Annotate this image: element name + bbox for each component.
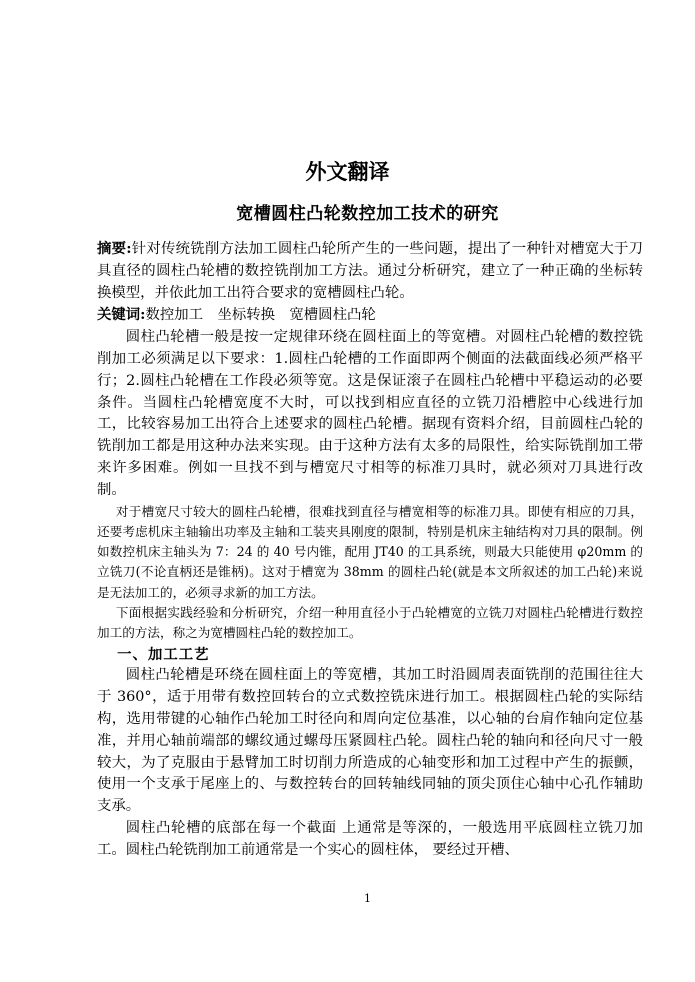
abstract — [97, 238, 643, 304]
paragraph-4: 圆柱凸轮槽是环绕在圆柱面上的等宽槽，其加工时沿圆周表面铣削的范围往往大于 360°，适于用带有数控回转台的立式数控铣床进行加工。根据圆柱凸轮的实际结构，选用带键的心轴作凸轮加工时径向和周向定位基准，以心轴的台肩作轴向定位基准，并用心轴前端部的螺纹通过螺母压紧圆柱凸轮。圆柱凸轮的轴向和径向尺寸一般较大，为了克服由于悬臂加工时切削力所造成的心轴变形和加工过程中产生的振颤，使用一个支承于尾座上的、与数控转台的回转轴线同轴的顶尖顶住心轴中心孔作辅助支承。 — [97, 667, 643, 815]
paragraph-2: 对于槽宽尺寸较大的圆柱凸轮槽，很难找到直径与槽宽相等的标准刀具。即使有相应的刀具，还要考虑机床主轴输出功率及主轴和工装夹具刚度的限制，特别是机床主轴结构对刀具的限制。例如数控机床主轴头为 7：24 的 40 号内锥，配用 JT40 的工具系统，则最大只能使用 φ20mm 的立铣刀(不论直柄还是锥柄)。这对于槽宽为 38mm 的圆柱凸轮(就是本文所叙述的加工凸轮)来说是无法加工的，必须寻求新的加工方法。 — [97, 503, 643, 600]
keywords-label: 关键词: — [97, 306, 146, 324]
keywords — [97, 304, 643, 327]
abstract-label: 摘要: — [97, 240, 132, 257]
section-heading-1: 一、加工工艺 — [117, 645, 210, 663]
abstract-text: 针对传统铣削方法加工圆柱凸轮所产生的一些问题，提出了一种针对槽宽大于刀具直径的圆柱凸轮槽的数控铣削加工方法。通过分析研究，建立了一种正确的坐标转换模型，并依此加工出符合要求的宽槽圆柱凸轮。 — [97, 241, 643, 301]
document-title: 外文翻译 — [305, 160, 390, 184]
keywords-text: 数控加工 坐标转换 宽槽圆柱凸轮 — [145, 307, 376, 324]
paragraph-3: 下面根据实践经验和分析研究，介绍一种用直径小于凸轮槽宽的立铣刀对圆柱凸轮槽进行数控加工的方法，称之为宽槽圆柱凸轮的数控加工。 — [97, 605, 643, 641]
paragraph-1: 圆柱凸轮槽一般是按一定规律环绕在圆柱面上的等宽槽。对圆柱凸轮槽的数控铣削加工必须满足以下要求：1.圆柱凸轮槽的工作面即两个侧面的法截面线必须严格平行；2.圆柱凸轮槽在工作段必须等宽。这是保证滚子在圆柱凸轮槽中平稳运动的必要条件。当圆柱凸轮槽宽度不大时，可以找到相应直径的立铣刀沿槽腔中心线进行加工，比较容易加工出符合上述要求的圆柱凸轮槽。据现有资料介绍，目前圆柱凸轮的铣削加工都是用这种办法来实现。由于这种方法有太多的局限性，给实际铣削加工带来许多困难。例如一旦找不到与槽宽尺寸相等的标准刀具时，就必须对刀具进行改制。 — [97, 329, 643, 498]
page-number: 1 — [364, 892, 371, 905]
document-body — [97, 238, 643, 862]
paragraph-5: 圆柱凸轮槽的底部在每一个截面 上通常是等深的，一般选用平底圆柱立铣刀加工。圆柱凸轮铣削加工前通常是一个实心的圆柱体， 要经过开槽、 — [97, 820, 643, 858]
paper-title: 宽槽圆柱凸轮数控加工技术的研究 — [236, 204, 499, 224]
